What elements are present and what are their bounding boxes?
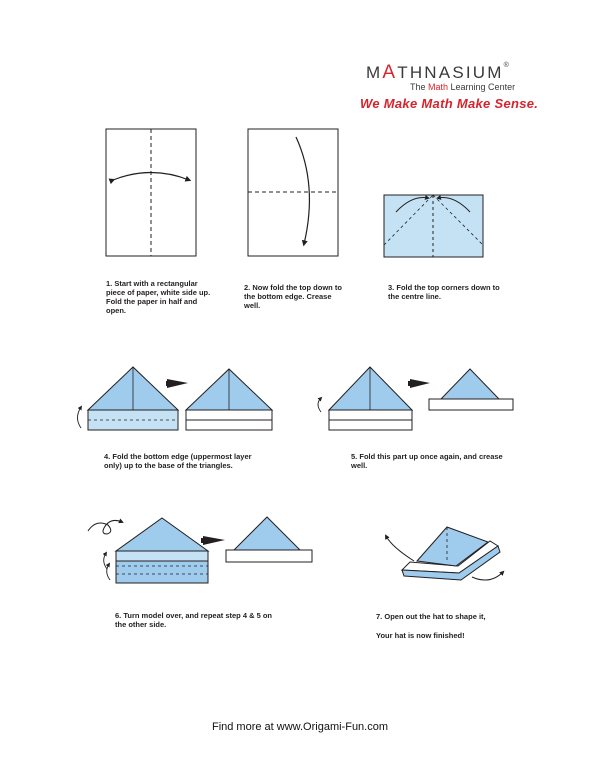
footer-link[interactable]: Find more at www.Origami-Fun.com [211, 721, 389, 733]
step-7-instruction: 7. Open out the hat to shape it, [376, 612, 486, 621]
step-2-diagram [248, 129, 338, 256]
step-2-instruction: 2. Now fold the top down to the bottom edge. Crease well. [244, 283, 342, 310]
step-3-diagram [384, 195, 483, 257]
brand-subtitle: The Math Learning Center [410, 82, 516, 92]
brand-tagline: We Make Math Make Sense. [360, 96, 539, 111]
brand-wordmark: MATHNASIUM® [366, 62, 511, 83]
step-1-instruction: 1. Start with a rectangular piece of paper, white side up. Fold the paper in half and open. [106, 279, 211, 315]
step-1-diagram [106, 129, 196, 256]
step-4-diagram [78, 367, 273, 430]
finish-text: Your hat is now finished! [376, 631, 465, 640]
step-7-diagram [386, 527, 503, 580]
step-4-instruction: 4. Fold the bottom edge (uppermost layer only) up to the base of the triangles. [104, 452, 252, 470]
step-5-instruction: 5. Fold this part up once again, and crease well. [351, 452, 503, 470]
step-6-instruction: 6. Turn model over, and repeat step 4 & 5 on the other side. [115, 611, 273, 629]
step-5-diagram [318, 367, 513, 430]
step-3-instruction: 3. Fold the top corners down to the centre line. [388, 283, 500, 301]
step-6-diagram [88, 517, 312, 583]
